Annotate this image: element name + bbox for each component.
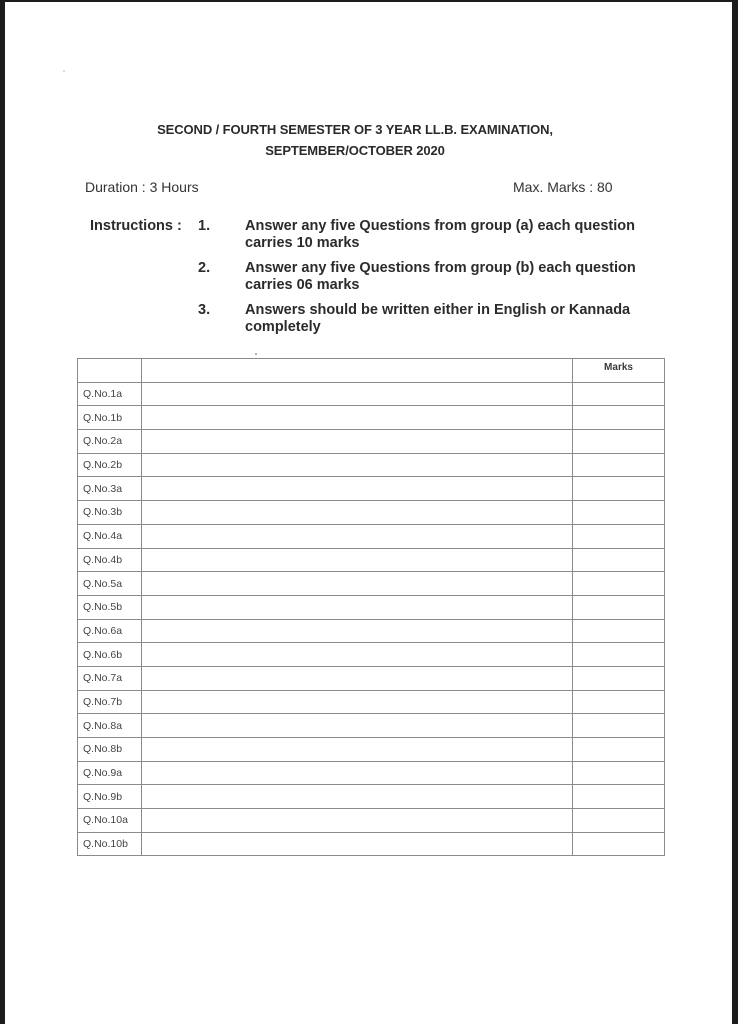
table-row (78, 430, 665, 454)
answer-cell[interactable] (142, 666, 573, 690)
marks-cell[interactable] (573, 714, 665, 738)
table-row (78, 666, 665, 690)
table-row (78, 738, 665, 762)
answer-cell[interactable] (142, 832, 573, 856)
instruction-text-line2: carries 10 marks (245, 235, 360, 251)
table-row (78, 406, 665, 430)
instruction-text-line1: Answers should be written either in English or Kannada (245, 302, 631, 318)
marks-cell[interactable] (573, 406, 665, 430)
answer-cell[interactable] (142, 382, 573, 406)
question-cell: Q.No.3b (78, 501, 142, 525)
table-row (78, 690, 665, 714)
instruction-number: 3. (198, 302, 211, 318)
exam-page (5, 2, 732, 1024)
question-cell: Q.No.6b (78, 643, 142, 667)
instruction-text-line2: completely (245, 319, 321, 335)
question-cell: Q.No.2a (78, 430, 142, 454)
answer-cell[interactable] (142, 524, 573, 548)
question-cell: Q.No.7b (78, 690, 142, 714)
marks-cell[interactable] (573, 809, 665, 833)
question-cell: Q.No.6a (78, 619, 142, 643)
marks-cell[interactable] (573, 430, 665, 454)
question-cell: Q.No.7a (78, 666, 142, 690)
table-row (78, 619, 665, 643)
answer-cell[interactable] (142, 761, 573, 785)
header-answer-cell (142, 359, 573, 383)
question-cell: Q.No.2b (78, 453, 142, 477)
marks-cell[interactable] (573, 832, 665, 856)
marks-cell[interactable] (573, 477, 665, 501)
table-row (78, 524, 665, 548)
instructions-label: Instructions : (90, 218, 182, 234)
marks-cell[interactable] (573, 619, 665, 643)
table-row (78, 501, 665, 525)
header-question-cell (78, 359, 142, 383)
answer-cell[interactable] (142, 453, 573, 477)
question-cell: Q.No.9b (78, 785, 142, 809)
instruction-text-line2: carries 06 marks (245, 277, 360, 293)
table-row (78, 548, 665, 572)
marks-cell[interactable] (573, 382, 665, 406)
table-row (78, 832, 665, 856)
table-row (78, 453, 665, 477)
answer-cell[interactable] (142, 501, 573, 525)
answer-cell[interactable] (142, 738, 573, 762)
answer-cell[interactable] (142, 572, 573, 596)
marks-cell[interactable] (573, 572, 665, 596)
table-row (78, 809, 665, 833)
marks-cell[interactable] (573, 690, 665, 714)
table-row (78, 477, 665, 501)
exam-title-line2: SEPTEMBER/OCTOBER 2020 (265, 143, 445, 158)
question-cell: Q.No.1b (78, 406, 142, 430)
question-cell: Q.No.4b (78, 548, 142, 572)
question-cell: Q.No.9a (78, 761, 142, 785)
instruction-text-line1: Answer any five Questions from group (a) each question (245, 218, 635, 234)
duration-text: Duration : 3 Hours (85, 179, 199, 195)
marks-cell[interactable] (573, 666, 665, 690)
answer-cell[interactable] (142, 690, 573, 714)
marks-cell[interactable] (573, 453, 665, 477)
answer-marks-table (77, 358, 665, 856)
answer-cell[interactable] (142, 430, 573, 454)
question-cell: Q.No.3a (78, 477, 142, 501)
marks-cell[interactable] (573, 761, 665, 785)
table-row (78, 785, 665, 809)
marks-cell[interactable] (573, 738, 665, 762)
marks-cell[interactable] (573, 595, 665, 619)
answer-cell[interactable] (142, 809, 573, 833)
answer-cell[interactable] (142, 548, 573, 572)
table-row (78, 595, 665, 619)
question-cell: Q.No.1a (78, 382, 142, 406)
marks-cell[interactable] (573, 501, 665, 525)
question-cell: Q.No.8b (78, 738, 142, 762)
instruction-number: 1. (198, 218, 211, 234)
question-cell: Q.No.10a (78, 809, 142, 833)
instruction-text-line1: Answer any five Questions from group (b) each question (245, 260, 636, 276)
answer-cell[interactable] (142, 643, 573, 667)
instruction-number: 2. (198, 260, 211, 276)
marks-cell[interactable] (573, 643, 665, 667)
answer-cell[interactable] (142, 406, 573, 430)
header-marks-cell: Marks (573, 359, 665, 383)
question-cell: Q.No.8a (78, 714, 142, 738)
marks-cell[interactable] (573, 785, 665, 809)
table-row (78, 643, 665, 667)
answer-cell[interactable] (142, 785, 573, 809)
question-cell: Q.No.5a (78, 572, 142, 596)
answer-cell[interactable] (142, 619, 573, 643)
question-cell: Q.No.4a (78, 524, 142, 548)
marks-cell[interactable] (573, 524, 665, 548)
table-row (78, 572, 665, 596)
max-marks-text: Max. Marks : 80 (513, 179, 613, 195)
table-row (78, 714, 665, 738)
marks-cell[interactable] (573, 548, 665, 572)
answer-cell[interactable] (142, 477, 573, 501)
table-row (78, 761, 665, 785)
exam-title-line1: SECOND / FOURTH SEMESTER OF 3 YEAR LL.B. EXAMINATION, (157, 122, 553, 137)
scan-speck (255, 353, 257, 355)
table-row (78, 382, 665, 406)
answer-cell[interactable] (142, 595, 573, 619)
question-cell: Q.No.10b (78, 832, 142, 856)
scan-speck (63, 70, 65, 72)
question-cell: Q.No.5b (78, 595, 142, 619)
table-header-row (78, 359, 665, 383)
answer-cell[interactable] (142, 714, 573, 738)
